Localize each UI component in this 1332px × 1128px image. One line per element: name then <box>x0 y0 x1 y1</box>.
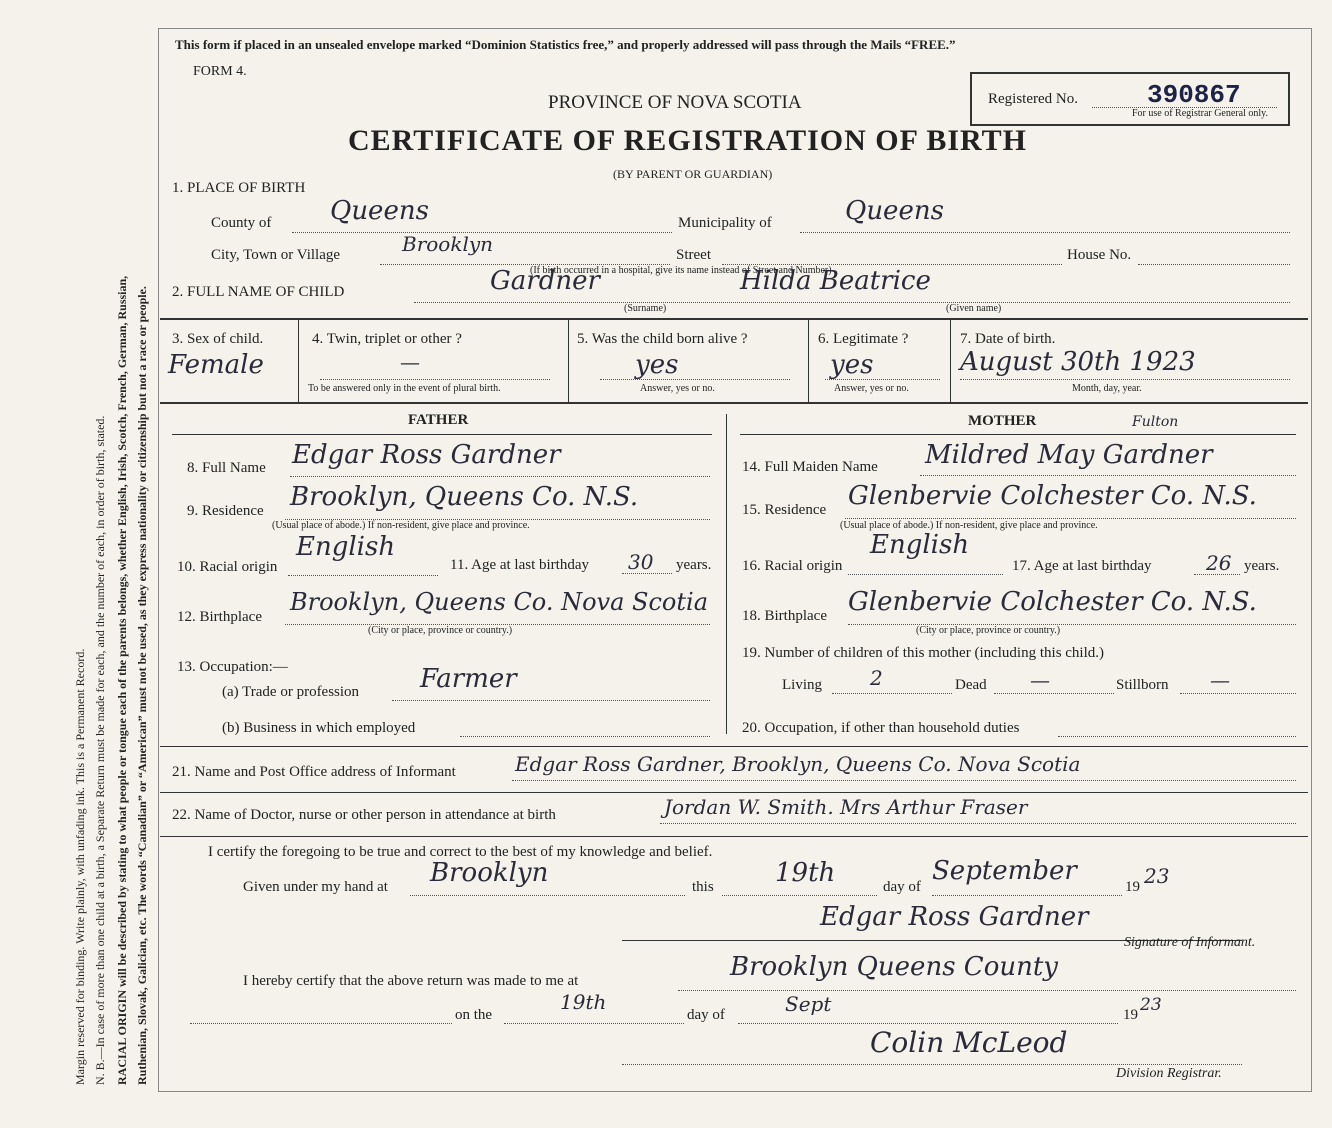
certify-statement: I certify the foregoing to be true and correct to the best of my knowledge and belief. <box>208 844 713 860</box>
mother-birthplace-value: Glenbervie Colchester Co. N.S. <box>848 587 1257 617</box>
given-caption: (Given name) <box>946 303 1002 314</box>
given-place-rule <box>410 895 685 896</box>
mother-residence-note: (Usual place of abode.) If non-resident, give place and province. <box>840 520 1098 531</box>
father-racial-value: English <box>296 532 396 562</box>
mother-occupation-label: 20. Occupation, if other than household duties <box>742 720 1020 736</box>
row-top-rule <box>160 318 1308 320</box>
mother-racial-rule <box>848 574 1003 575</box>
province-heading: PROVINCE OF NOVA SCOTIA <box>548 92 802 113</box>
dead-value: — <box>1030 668 1050 692</box>
mother-residence-value: Glenbervie Colchester Co. N.S. <box>848 481 1257 511</box>
doctor-bottom-rule <box>160 836 1308 837</box>
month-value: September <box>932 856 1077 886</box>
this-label: this <box>692 879 714 895</box>
living-value: 2 <box>870 666 883 690</box>
child-name-rule <box>414 302 1290 303</box>
child-given-value: Hilda Beatrice <box>740 266 931 296</box>
mother-heading-rule <box>740 434 1296 435</box>
mother-maiden-rule <box>920 475 1296 476</box>
margin-note-nationality: Ruthenian, Slovak, Galician, etc. The words “Canadian” or “American” must not be used, as they express nationality or citizenship but not a race or people. <box>135 286 149 1085</box>
reg-month-rule <box>738 1023 1118 1024</box>
informant-bottom-rule <box>160 792 1308 793</box>
city-label: City, Town or Village <box>211 247 341 263</box>
alive-value: yes <box>635 350 679 380</box>
reg-day-value: 19th <box>560 990 607 1014</box>
signature-caption: Signature of Informant. <box>1124 935 1256 950</box>
registered-box <box>970 72 1290 126</box>
legitimate-label: 6. Legitimate ? <box>818 331 909 347</box>
mother-racial-value: English <box>870 530 970 560</box>
day-of-label: day of <box>883 879 921 895</box>
sex-value: Female <box>168 350 264 380</box>
on-the-lead-rule <box>190 1023 452 1024</box>
father-birthplace-note: (City or place, province or country.) <box>368 625 513 636</box>
divider-1 <box>298 318 299 402</box>
father-name-label: 8. Full Name <box>187 460 266 476</box>
mother-heading: MOTHER <box>968 413 1037 429</box>
father-occupation-label: 13. Occupation:— <box>177 659 288 675</box>
surname-caption: (Surname) <box>624 303 667 314</box>
dead-rule <box>994 693 1114 694</box>
dob-label: 7. Date of birth. <box>960 331 1056 347</box>
divider-2 <box>568 318 569 402</box>
legitimate-note: Answer, yes or no. <box>834 383 909 394</box>
mail-notice: This form if placed in an unsealed envelope marked “Dominion Statistics free,” and properly addressed will pass through the Mails “FREE.” <box>175 37 956 52</box>
mother-years-label: years. <box>1244 558 1280 574</box>
living-label: Living <box>782 677 822 693</box>
informant-signature: Edgar Ross Gardner <box>820 902 1089 932</box>
father-age-value: 30 <box>628 550 654 574</box>
registrar-use-note: For use of Registrar General only. <box>1132 108 1268 119</box>
on-the-label: on the <box>455 1007 493 1023</box>
trade-rule <box>392 700 710 701</box>
father-residence-value: Brooklyn, Queens Co. N.S. <box>290 482 639 512</box>
living-rule <box>832 693 952 694</box>
father-age-label: 11. Age at last birthday <box>450 557 589 573</box>
reg-day-of-label: day of <box>687 1007 725 1023</box>
children-count-label: 19. Number of children of this mother (including this child.) <box>742 645 1105 661</box>
certificate-title: CERTIFICATE OF REGISTRATION OF BIRTH <box>348 124 1027 157</box>
municipality-value: Queens <box>845 196 944 226</box>
father-residence-note: (Usual place of abode.) If non-resident, give place and province. <box>272 520 530 531</box>
business-rule <box>460 736 710 737</box>
father-name-value: Edgar Ross Gardner <box>292 440 561 470</box>
reg-day-rule <box>504 1023 684 1024</box>
informant-rule <box>512 780 1296 781</box>
given-under-label: Given under my hand at <box>243 879 388 895</box>
mother-occupation-rule <box>1058 736 1296 737</box>
father-birthplace-value: Brooklyn, Queens Co. Nova Scotia <box>290 588 708 616</box>
county-label: County of <box>211 215 272 231</box>
parents-divider <box>726 414 727 734</box>
divider-3 <box>808 318 809 402</box>
father-heading: FATHER <box>408 412 469 428</box>
dead-label: Dead <box>955 677 987 693</box>
child-name-label: 2. FULL NAME OF CHILD <box>172 284 345 300</box>
sex-label: 3. Sex of child. <box>172 331 264 347</box>
county-value: Queens <box>330 196 429 226</box>
month-rule <box>932 895 1122 896</box>
twin-value: — <box>400 350 420 374</box>
year-suffix: 23 <box>1144 864 1170 888</box>
informant-value: Edgar Ross Gardner, Brooklyn, Queens Co. Nova Scotia <box>515 752 1081 776</box>
mother-maiden-insert: Fulton <box>1132 414 1179 430</box>
given-place-value: Brooklyn <box>430 858 549 888</box>
reg-year-prefix: 19 <box>1123 1007 1138 1023</box>
registrar-signature-rule <box>622 1064 1242 1065</box>
registrar-caption: Division Registrar. <box>1116 1066 1222 1081</box>
registered-number: 390867 <box>1147 80 1241 110</box>
twin-label: 4. Twin, triplet or other ? <box>312 331 462 347</box>
father-years-label: years. <box>676 557 712 573</box>
father-name-rule <box>290 476 710 477</box>
father-racial-rule <box>288 575 438 576</box>
mother-age-label: 17. Age at last birthday <box>1012 558 1152 574</box>
reg-month-value: Sept <box>785 992 832 1016</box>
mother-residence-rule <box>845 518 1296 519</box>
municipality-label: Municipality of <box>678 215 772 231</box>
year-prefix: 19 <box>1125 879 1140 895</box>
alive-rule <box>600 379 790 380</box>
margin-note-binding: Margin reserved for binding. Write plainly, with unfading ink. This is a Permanent Record. <box>73 648 87 1085</box>
reg-year-suffix: 23 <box>1140 995 1162 1015</box>
informant-label: 21. Name and Post Office address of Informant <box>172 764 456 780</box>
city-value: Brooklyn <box>402 232 494 256</box>
certificate-subtitle: (BY PARENT OR GUARDIAN) <box>613 167 773 181</box>
twin-rule <box>320 379 550 380</box>
place-of-birth-label: 1. PLACE OF BIRTH <box>172 180 306 196</box>
house-rule <box>1138 264 1290 265</box>
trade-value: Farmer <box>420 664 517 694</box>
divider-4 <box>950 318 951 402</box>
trade-label: (a) Trade or profession <box>222 684 360 700</box>
alive-label: 5. Was the child born alive ? <box>577 331 748 347</box>
dob-note: Month, day, year. <box>1072 383 1142 394</box>
mother-age-value: 26 <box>1206 551 1232 575</box>
mother-residence-label: 15. Residence <box>742 502 827 518</box>
day-rule <box>722 895 877 896</box>
mother-maiden-value: Mildred May Gardner <box>925 440 1213 470</box>
legitimate-value: yes <box>830 350 874 380</box>
dob-rule <box>960 379 1290 380</box>
registrar-place-value: Brooklyn Queens County <box>730 952 1058 982</box>
alive-note: Answer, yes or no. <box>640 383 715 394</box>
doctor-label: 22. Name of Doctor, nurse or other person in attendance at birth <box>172 807 556 823</box>
stillborn-label: Stillborn <box>1116 677 1169 693</box>
margin-note-racial-origin: RACIAL ORIGIN will be described by stating to what people or tongue each of the parents belongs, whether English, Irish, Scotch, French, German, Russian, <box>115 275 129 1085</box>
street-label: Street <box>676 247 711 263</box>
registrar-signature: Colin McLeod <box>870 1026 1068 1059</box>
registered-label: Registered No. <box>988 91 1078 107</box>
business-label: (b) Business in which employed <box>222 720 416 736</box>
row-bottom-rule <box>160 402 1308 404</box>
stillborn-rule <box>1180 693 1296 694</box>
twin-note: To be answered only in the event of plural birth. <box>308 383 501 394</box>
father-heading-rule <box>172 434 712 435</box>
dob-value: August 30th 1923 <box>960 347 1196 377</box>
mother-birthplace-label: 18. Birthplace <box>742 608 827 624</box>
child-surname-value: Gardner <box>490 266 600 296</box>
day-value: 19th <box>775 858 836 888</box>
father-birthplace-label: 12. Birthplace <box>177 609 262 625</box>
informant-top-rule <box>160 746 1308 747</box>
father-racial-label: 10. Racial origin <box>177 559 278 575</box>
margin-note-plural-birth: N. B.—In case of more than one child at a birth, a Separate Return must be made for each, and the number of each, in order of birth, stated. <box>93 415 107 1085</box>
mother-racial-label: 16. Racial origin <box>742 558 843 574</box>
form-number: FORM 4. <box>193 64 247 79</box>
father-residence-label: 9. Residence <box>187 503 264 519</box>
hospital-note: (If birth occurred in a hospital, give its name instead of Street and Number) <box>530 265 832 276</box>
stillborn-value: — <box>1210 668 1230 692</box>
house-label: House No. <box>1067 247 1132 263</box>
municipality-rule <box>800 232 1290 233</box>
registrar-statement: I hereby certify that the above return was made to me at <box>243 973 579 989</box>
mother-birthplace-note: (City or place, province or country.) <box>916 625 1061 636</box>
mother-maiden-label: 14. Full Maiden Name <box>742 459 878 475</box>
registrar-place-rule <box>678 990 1296 991</box>
doctor-value: Jordan W. Smith. Mrs Arthur Fraser <box>664 795 1028 819</box>
doctor-rule <box>660 823 1296 824</box>
